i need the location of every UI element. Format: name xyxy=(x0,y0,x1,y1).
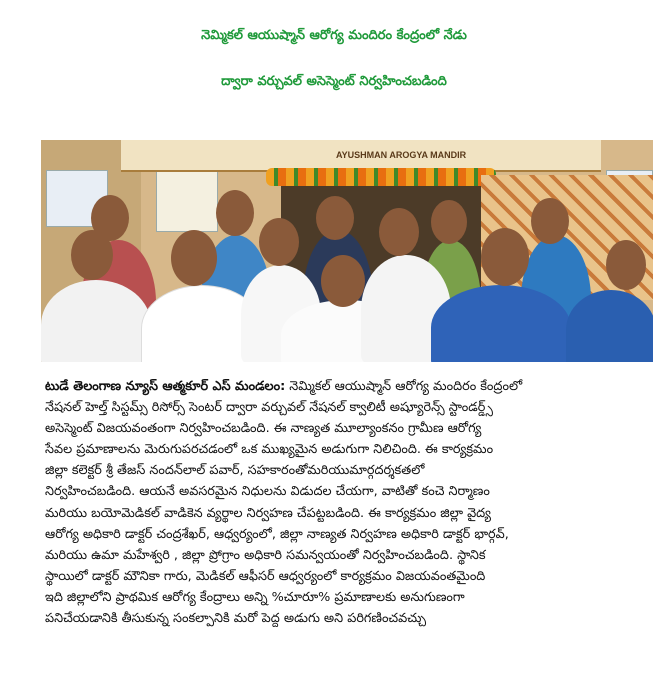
photo-person-head xyxy=(321,255,365,307)
photo-person-head xyxy=(171,230,217,286)
news-photo xyxy=(41,140,653,362)
article-lead: టుడే తెలంగాణ న్యూస్ ఆత్మకూర్ ఎస్ మండలం: xyxy=(45,379,286,394)
article-line: అసెస్మెంట్ విజయవంతంగా నిర్వహించబడింది. ఈ నాణ్యత మూల్యాంకనం గ్రామీణ ఆరోగ్య xyxy=(45,421,482,437)
photo-person-head xyxy=(259,218,299,266)
photo-person-head xyxy=(481,228,529,286)
photo-person-head xyxy=(316,196,354,240)
article-line: మరియు ఉమా మహేశ్వరి , జిల్లా ప్రోగ్రాం అధికారి సమన్వయంతో నిర్వహించబడింది. స్థానిక xyxy=(45,547,486,563)
headline-line-1: నెమ్మికల్ ఆయుష్మాన్ ఆరోగ్య మందిరం కేంద్రంలో నేడు xyxy=(201,28,467,43)
article-line: మరియు బయోమెడికల్ వాడికెన వ్యర్థాల నిర్వహణ చేపట్టబడింది. ఈ కార్యక్రమం జిల్లా వైద్య xyxy=(45,505,491,521)
article-line: నేషనల్ హెల్త్ సిస్టమ్స్ రిసోర్స్ సెంటర్ ద్వారా వర్చువల్ నేషనల్ క్వాలిటీ అష్యూరెన్స్ స్టాండర్డ్స్ xyxy=(45,400,493,416)
photo-person-head xyxy=(379,208,419,256)
article-line: జిల్లా కలెక్టర్ శ్రీ తేజస్ నందన్‌లాల్ పవార్, సహకారంతోమరియుమార్గదర్శకతలో xyxy=(45,463,425,479)
article-line: ఆరోగ్య అధికారి డాక్టర్ చంద్రశేఖర్, ఆధ్వర్యంలో, జిల్లా నాణ్యత నిర్వహణ అధికారి డాక్టర్ భార్గవ్, xyxy=(45,526,509,542)
article-line: ఇది జిల్లాలోని ప్రాథమిక ఆరోగ్య కేంద్రాలు అన్ని %చూరూ% ప్రమాణాలకు అనుగుణంగా xyxy=(45,589,465,605)
article-line: స్థాయిలో డాక్టర్ మౌనికా గారు, మెడికల్ ఆఫీసర్ ఆధ్వర్యంలో కార్యక్రమం విజయవంతమైంది xyxy=(45,568,486,584)
photo-garland xyxy=(266,168,496,186)
article-line: పనిచేయడానికి తీసుకున్న సంకల్పానికి మరో పెద్ద అడుగు అని పరిగణించవచ్చు xyxy=(45,611,427,627)
photo-person-head xyxy=(606,240,646,290)
photo-poster xyxy=(156,170,218,232)
headline-line-2: ద్వారా వర్చువల్ అసెస్మెంట్ నిర్వహించబడింది xyxy=(221,74,447,89)
photo-person-head xyxy=(431,200,467,244)
article-line: నెమ్మికల్ ఆయుష్మాన్ ఆరోగ్య మందిరం కేంద్రంలో xyxy=(285,379,523,394)
photo-person-head xyxy=(531,198,569,244)
photo-person xyxy=(41,280,151,362)
photo-person-head xyxy=(216,190,254,236)
photo-person xyxy=(431,285,571,362)
banner-text: AYUSHMAN AROGYA MANDIR xyxy=(336,150,467,160)
article-line: నిర్వహించబడింది. ఆయనే అవసరమైన నిధులను విడుదల చేయగా, వాటితో కంచె నిర్మాణం xyxy=(45,484,490,500)
article-body xyxy=(45,376,657,629)
article-line: సేవల ప్రమాణాలను మెరుగుపరచడంలో ఒక ముఖ్యమైన అడుగుగా నిలిచింది. ఈ కార్యక్రమం xyxy=(45,442,494,458)
photo-person xyxy=(566,290,653,362)
photo-person-head xyxy=(71,230,113,280)
